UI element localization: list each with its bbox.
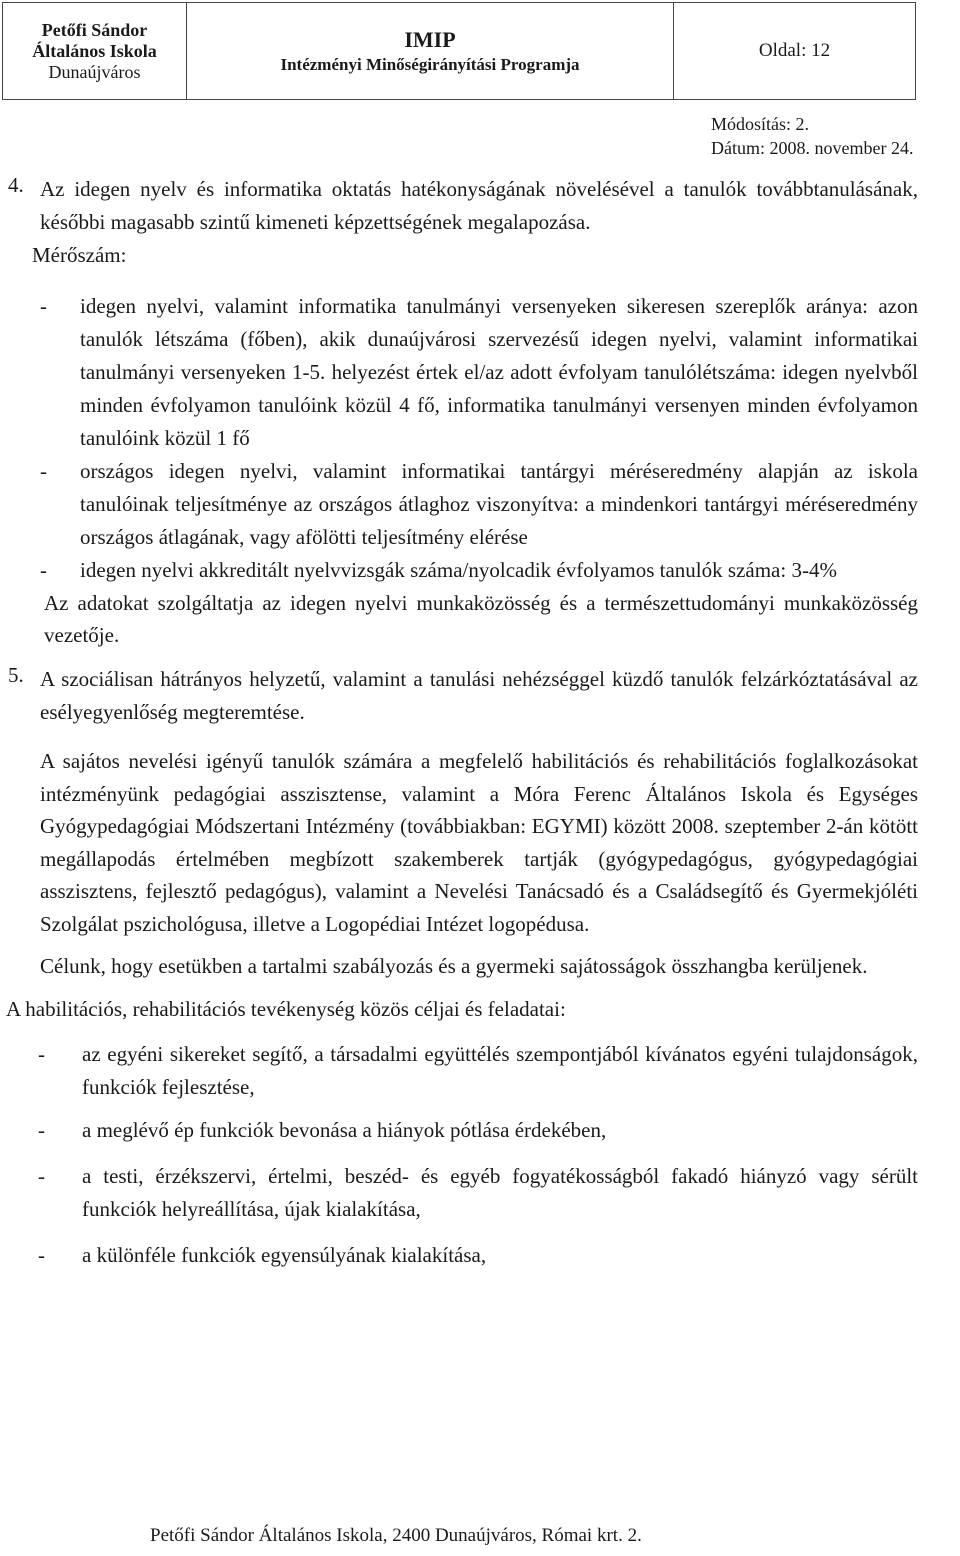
page-header [2, 2, 916, 100]
habilitation-item [0, 1160, 918, 1226]
list-dash: - [40, 294, 47, 318]
goal-5 [8, 663, 918, 729]
modification-date: Dátum: 2008. november 24. [711, 138, 914, 158]
goal-paragraph: Célunk, hogy esetükben a tartalmi szabályozás és a gyermeki sajátosságok összhangba kerüljenek. [40, 954, 868, 978]
school-name-line1: Petőfi Sándor [41, 19, 148, 40]
habilitation-text: a különféle funkciók egyensúlyának kialakítása, [82, 1243, 487, 1267]
list-dash: - [38, 1243, 45, 1267]
metric-text: országos idegen nyelvi, valamint informatikai tantárgyi méréseredmény alapján az iskola tanulóinak teljesítménye az országos átlaghoz viszonyítva: a mindenkori tantárgyi méréseredmény országos átlagának, vagy afölötti teljesítmény elérése [80, 459, 918, 549]
document-body [0, 173, 960, 1272]
habilitation-item [0, 1239, 918, 1272]
list-dash: - [38, 1164, 45, 1188]
list-dash: - [38, 1042, 45, 1066]
goal-5-number: 5. [8, 663, 24, 687]
habilitation-heading: A habilitációs, rehabilitációs tevékenység közös céljai és feladatai: [6, 997, 566, 1021]
data-provider-text: Az adatokat szolgáltatja az idegen nyelvi munkaközösség és a természettudományi munkaközösség vezetője. [44, 591, 918, 647]
page-number: Oldal: 12 [758, 40, 831, 61]
habilitation-text: a meglévő ép funkciók bevonása a hiányok pótlása érdekében, [82, 1118, 607, 1142]
header-program-cell [187, 3, 674, 99]
metric-list [0, 290, 960, 587]
page-footer [150, 1525, 642, 1547]
school-name-line2: Általános Iskola [32, 40, 157, 61]
program-title: Intézményi Minőségirányítási Programja [280, 55, 580, 74]
goal-4-number: 4. [8, 173, 24, 197]
habilitation-text: az egyéni sikereket segítő, a társadalmi együttélés szempontjából kívánatos egyéni tulajdonságok, funkciók fejlesztése, [82, 1042, 918, 1099]
list-dash: - [38, 1118, 45, 1142]
metric-item [0, 290, 918, 455]
modification-number: Módosítás: 2. [711, 114, 810, 134]
modification-info [711, 112, 913, 160]
habilitation-item [0, 1038, 918, 1104]
goal-5-text: A szociálisan hátrányos helyzetű, valamint a tanulási nehézséggel küzdő tanulók felzárkóztatásával az esélyegyenlőség megteremtése. [40, 667, 918, 724]
header-page-cell [674, 3, 915, 99]
habilitation-text: a testi, érzékszervi, értelmi, beszéd- és egyéb fogyatékosságból fakadó hiányzó vagy sérült funkciók helyreállítása, újak kialakítása, [82, 1164, 918, 1221]
header-school-cell [3, 3, 187, 99]
metric-text: idegen nyelvi akkreditált nyelvvizsgák száma/nyolcadik évfolyamos tanulók száma: 3-4% [80, 558, 837, 582]
metric-item [0, 455, 918, 554]
goal-4-text: Az idegen nyelv és informatika oktatás hatékonyságának növelésével a tanulók továbbtanulásának, későbbi magasabb szintű kimeneti képzettségének megalapozása. [40, 177, 918, 234]
list-dash: - [40, 459, 47, 483]
program-abbreviation: IMIP [404, 27, 456, 52]
sen-paragraph: A sajátos nevelési igényű tanulók számára a megfelelő habilitációs és rehabilitációs foglalkozásokat intézményünk pedagógiai asszisztense, valamint a Móra Ferenc Általános Iskola és Egységes Gyógypedagógiai Módszertani Intézmény (továbbiakban: EGYMI) között 2008. szeptember 2-án kötött megállapodás értelmében megbízott szakemberek tartják (gyógypedagógus, gyógypedagógiai asszisztens, fejlesztő pedagógus), valamint a Nevelési Tanácsadó és a Családsegítő és Gyermekjóléti Szolgálat pszichológusa, illetve a Logopédiai Intézet logopédusa. [40, 749, 918, 936]
metric-item [0, 554, 918, 587]
footer-address: Petőfi Sándor Általános Iskola, 2400 Dunaújváros, Római krt. 2. [150, 1525, 642, 1546]
goal-4 [8, 173, 918, 239]
school-city: Dunaújváros [48, 61, 141, 82]
metric-label: Mérőszám: [32, 243, 127, 267]
list-dash: - [40, 558, 47, 582]
habilitation-item [0, 1114, 918, 1147]
metric-text: idegen nyelvi, valamint informatika tanulmányi versenyeken sikeresen szereplők aránya: azon tanulók létszáma (főben), akik dunaújvárosi szervezésű idegen nyelvi, valamint informatikai tanulmányi versenyeken 1-5. helyezést értek el/az adott évfolyam tanulólétszáma: idegen nyelvből minden évfolyamon tanulóink közül 4 fő, informatika tanulmányi versenyen minden évfolyamon tanulóink közül 1 fő [80, 294, 918, 450]
habilitation-list [0, 1038, 960, 1272]
